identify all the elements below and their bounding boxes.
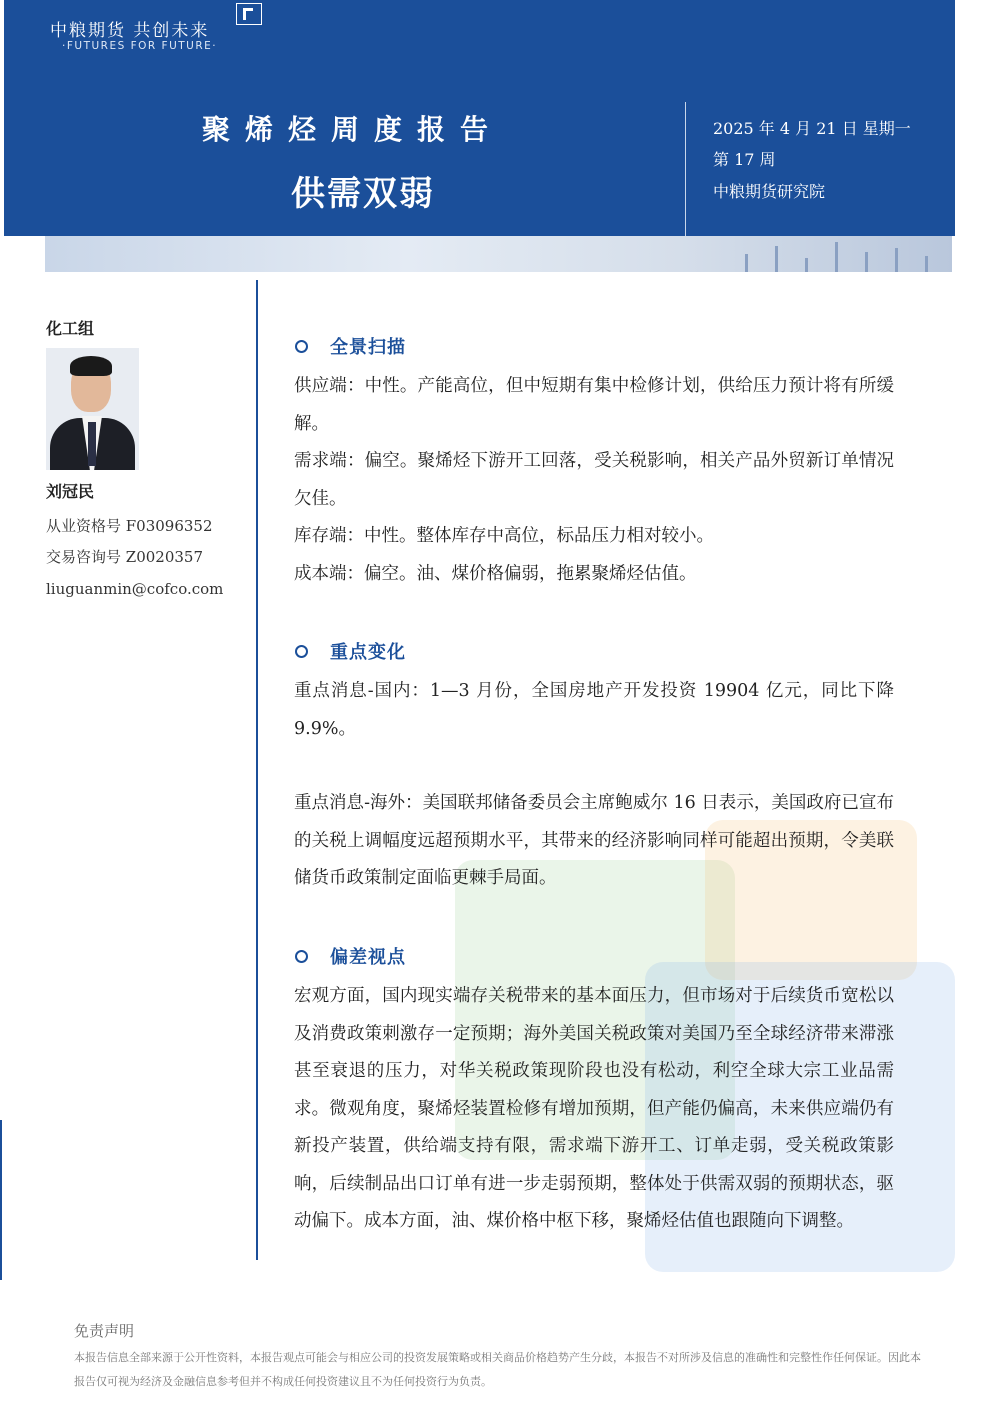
section-key-changes [295,638,406,664]
section-title: 全景扫描 [330,337,406,358]
paragraph-demand: 需求端：偏空。聚烯烃下游开工回落，受关税影响，相关产品外贸新订单情况欠佳。 [294,451,894,509]
analyst-qualification: 从业资格号 F03096352 [46,517,213,535]
paragraph-supply: 供应端：中性。产能高位，但中短期有集中检修计划，供给压力预计将有所缓解。 [294,376,894,434]
paragraph-deviation: 宏观方面，国内现实端存关税带来的基本面压力，但市场对于后续货币宽松以及消费政策刺激存一定预期；海外美国关税政策对美国乃至全球经济带来滞涨甚至衰退的压力，对华关税政策现阶段也没有松动，利空全球大宗工业品需求。微观角度，聚烯烃装置检修有增加预期，但产能仍偏高，未来供应端仍有新投产装置，供给端支持有限，需求端下游开工、订单走弱，受关税政策影响，后续制品出口订单有进一步走弱预期，整体处于供需双弱的预期状态，驱动偏下。成本方面，油、煤价格中枢下移，聚烯烃估值也跟随向下调整。 [294,986,894,1231]
header-banner-image [45,236,952,272]
disclaimer-title: 免责声明 [74,1322,135,1340]
circle-bullet-icon [295,645,308,658]
paragraph-inventory: 库存端：中性。整体库存中高位，标品压力相对较小。 [294,526,714,546]
analyst-photo [46,348,139,470]
section-panorama [295,333,406,359]
section-title: 偏差视点 [330,947,406,968]
report-title: 聚烯烃周度报告 [202,113,504,146]
report-institute: 中粮期货研究院 [713,182,826,201]
paragraph-domestic-news: 重点消息-国内：1—3 月份，全国房地产开发投资 19904 亿元，同比下降 9.9%。 [294,681,894,739]
report-week: 第 17 周 [713,150,776,169]
analyst-consult-number: 交易咨询号 Z0020357 [46,548,203,566]
company-slogan: ·FUTURES FOR FUTURE· [62,40,218,52]
paragraph-cost: 成本端：偏空。油、煤价格偏弱，拖累聚烯烃估值。 [294,564,697,584]
circle-bullet-icon [295,340,308,353]
report-date: 2025 年 4 月 21 日 星期一 [713,119,911,138]
analyst-email[interactable]: liuguanmin@cofco.com [46,580,224,598]
section-title: 重点变化 [330,642,406,663]
logo-icon [236,3,262,25]
team-name: 化工组 [46,319,95,338]
header-divider [685,102,686,236]
analyst-name: 刘冠民 [46,482,95,501]
company-logo-text: 中粮期货 共创未来 [50,21,210,41]
section-deviation-view [295,943,406,969]
disclaimer-text: 本报告信息全部来源于公开性资料，本报告观点可能会与相应公司的投资发展策略或相关商品价格趋势产生分歧，本报告不对所涉及信息的准确性和完整性作任何保证。因此本报告仅可视为经济及金融信息参考但并不构成任何投资建议且不为任何投资行为负责。 [74,1351,921,1388]
left-edge-line [0,1120,2,1280]
report-header [4,0,955,236]
paragraph-overseas-news: 重点消息-海外：美国联邦储备委员会主席鲍威尔 16 日表示，美国政府已宣布的关税上调幅度远超预期水平，其带来的经济影响同样可能超出预期，令美联储货币政策制定面临更棘手局面。 [294,793,894,888]
circle-bullet-icon [295,950,308,963]
report-subtitle: 供需双弱 [291,174,435,214]
sidebar-divider [256,280,258,1260]
